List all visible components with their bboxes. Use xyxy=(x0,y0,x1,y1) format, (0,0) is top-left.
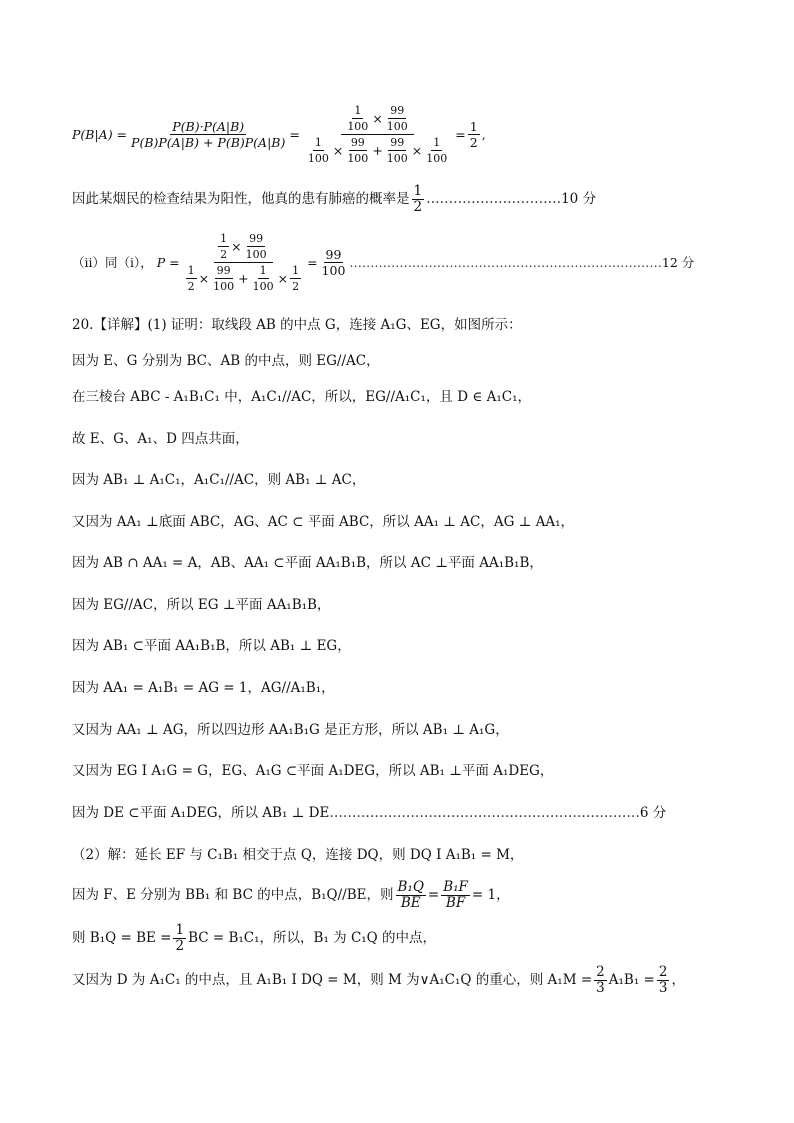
text-line-4: 故 E、G、A₁、D 四点共面， xyxy=(72,431,249,447)
text-line-12: 又因为 EG I A₁G = G，EG、A₁G ⊂平面 A₁DEG，所以 AB₁ ⊥平面 A₁DEG， xyxy=(72,763,554,779)
conclusion-line-10: 因此某烟民的检查结果为阳性，他真的患有肺癌的概率是 $\frac{1}{2}$ ………………………… 10 分 xyxy=(72,182,597,215)
text-line-17: 又因为 D 为 A₁C₁ 的中点，且 A₁B₁ I DQ = M，则 M 为∨A₁C₁Q 的重心，则 A₁M = $\frac{2}{3}$ A₁B₁ = $\frac{2}{3}$ ， xyxy=(72,963,685,996)
conditional-probability-equation: P(B|A) = $\frac{P(B)\cdot P(A|B)}{P(B)P(A|B) + P(B)P(A|B)}$ = $\frac{1}{100}$ × $\frac{99}{100}$ $\frac{1}{100}$ × $\frac{99}{100}$ + $\frac{99}{100}$ × $\frac{1}{100}$ = $\frac{1}{2}$ , xyxy=(72,103,486,165)
text-line-11: 又因为 AA₁ ⊥ AG，所以四边形 AA₁B₁G 是正方形，所以 AB₁ ⊥ A₁G， xyxy=(72,722,509,738)
eq1-result: $\frac{1}{2}$ xyxy=(469,118,478,150)
text-line-7: 因为 AB ∩ AA₁ = A，AB、AA₁ ⊂平面 AA₁B₁B，所以 AC ⊥平面 AA₁B₁B， xyxy=(72,555,543,571)
text-line-2: 因为 E、G 分别为 BC、AB 的中点，则 EG//AC， xyxy=(72,353,380,369)
text-line-16: 则 B₁Q = BE = $\frac{1}{2}$ BC = B₁C₁，所以，B₁ 为 C₁Q 的中点， xyxy=(72,921,437,954)
score-12: 12 分 xyxy=(661,255,695,270)
eq1-fraction-general: $\frac{P(B)\cdot P(A|B)}{P(B)P(A|B) + P(B)P(A|B)}$ xyxy=(131,118,286,150)
text-line-13: 因为 DE ⊂平面 A₁DEG，所以 AB₁ ⊥ DE……………………………………………………………6 分 xyxy=(72,805,667,821)
equation-ii: （ii）同（i）， P = $\frac{1}{2}$ × $\frac{99}{100}$ $\frac{1}{2}$ × $\frac{99}{100}$ + $\frac{1}{100}$ × $\frac{1}{2}$ = $\frac{99}{100}$ ………………………………………………………………… 12 分 xyxy=(72,231,695,293)
eq1-equals: = xyxy=(289,126,300,142)
text-line-6: 又因为 AA₁ ⊥底面 ABC，AG、AC ⊂ 平面 ABC，所以 AA₁ ⊥ AC，AG ⊥ AA₁， xyxy=(72,514,575,530)
text-line-15: 因为 F、E 分别为 BB₁ 和 BC 的中点，B₁Q//BE，则 $\frac{\text{B₁Q}}{BE}$ = $\frac{\text{B₁F}}{BF}$ = 1， xyxy=(72,878,510,911)
text-line-1: 20.【详解】(1) 证明：取线段 AB 的中点 G，连接 A₁G、EG，如图所示： xyxy=(72,317,522,333)
half-fraction: $\frac{1}{2}$ xyxy=(413,182,423,215)
text-line-9: 因为 AB₁ ⊂平面 AA₁B₁B，所以 AB₁ ⊥ EG， xyxy=(72,638,351,654)
text-line-3: 在三棱台 ABC - A₁B₁C₁ 中，A₁C₁//AC，所以，EG//A₁C₁，且 D ∈ A₁C₁， xyxy=(72,389,532,405)
eq1-lhs: P(B|A) = xyxy=(72,126,128,142)
text-line-8: 因为 EG//AC，所以 EG ⊥平面 AA₁B₁B， xyxy=(72,597,331,613)
eq1-fraction-numeric: $\frac{1}{100}$ × $\frac{99}{100}$ $\frac{1}{100}$ × $\frac{99}{100}$ + $\frac{99}{100}$ × $\frac{1}{100}$ xyxy=(307,103,448,165)
score-6: 6 分 xyxy=(639,805,667,821)
text-line-10: 因为 AA₁ = A₁B₁ = AG = 1，AG//A₁B₁， xyxy=(72,680,335,696)
text-line-5: 因为 AB₁ ⊥ A₁C₁，A₁C₁//AC，则 AB₁ ⊥ AC， xyxy=(72,472,366,488)
text-line-14: （2）解：延长 EF 与 C₁B₁ 相交于点 Q，连接 DQ，则 DQ I A₁B₁ = M， xyxy=(72,847,524,863)
score-10: 10 分 xyxy=(561,191,597,207)
